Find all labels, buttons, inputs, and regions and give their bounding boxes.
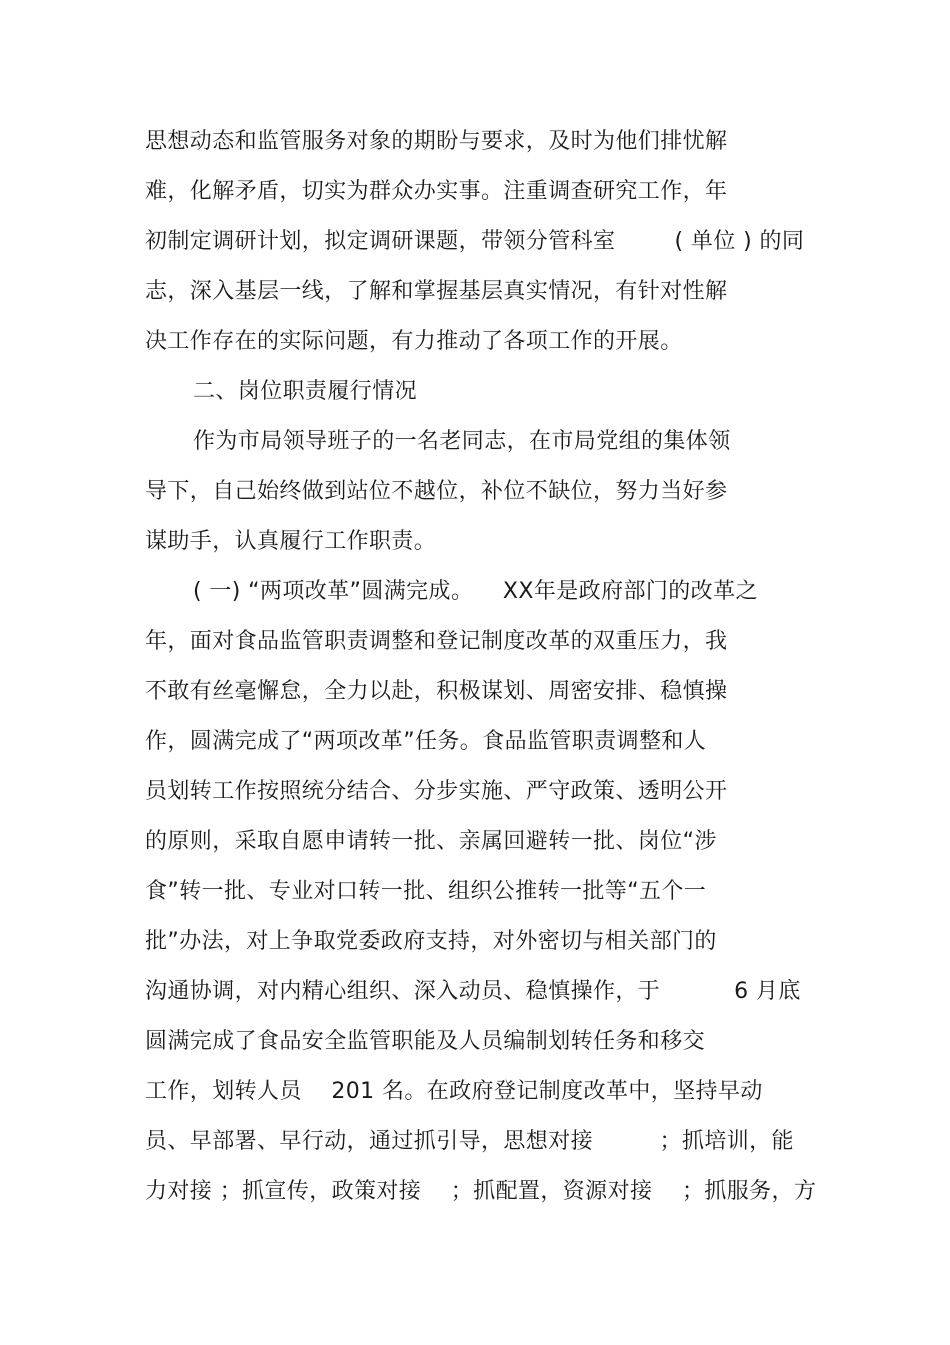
- paragraph-line: 批”办法，对上争取党委政府支持，对外密切与相关部门的: [145, 929, 717, 954]
- paragraph-line: 年，面对食品监管职责调整和登记制度改革的双重压力，我: [145, 629, 728, 654]
- paragraph-line: 的原则，采取自愿申请转一批、亲属回避转一批、岗位“涉: [145, 829, 717, 854]
- paragraph-line: 员、早部署、早行动，通过抓引导，思想对接 ；抓培训，能: [145, 1129, 794, 1154]
- paragraph-line: 员划转工作按照统分结合、分步实施、严守政策、透明公开: [145, 779, 728, 804]
- paragraph-line: 作，圆满完成了“两项改革”任务。食品监管职责调整和人: [145, 729, 707, 754]
- paragraph-line: 志，深入基层一线，了解和掌握基层真实情况，有针对性解: [145, 279, 728, 304]
- paragraph-line: 不敢有丝毫懈怠，全力以赴，积极谋划、周密安排、稳慎操: [145, 679, 728, 704]
- paragraph-line: 决工作存在的实际问题，有力推动了各项工作的开展。: [145, 329, 683, 354]
- paragraph-line: 食”转一批、专业对口转一批、组织公推转一批等“五个一: [145, 879, 707, 904]
- subsection-heading-line: ( 一) “两项改革”圆满完成。 XX年是政府部门的改革之: [193, 579, 758, 604]
- paragraph-line: 圆满完成了食品安全监管职能及人员编制划转任务和移交: [145, 1029, 706, 1054]
- paragraph-line: 力对接 ；抓宣传，政策对接 ；抓配置，资源对接 ；抓服务，方: [145, 1179, 817, 1204]
- paragraph-line: 思想动态和监管服务对象的期盼与要求，及时为他们排忧解: [145, 129, 728, 154]
- paragraph-line: 工作，划转人员 201 名。在政府登记制度改革中，坚持早动: [145, 1079, 763, 1104]
- paragraph-line: 初制定调研计划，拟定调研课题，带领分管科室 ( 单位 ) 的同: [145, 229, 805, 254]
- paragraph-line: 难，化解矛盾，切实为群众办实事。注重调查研究工作，年: [145, 179, 728, 204]
- paragraph-line: 谋助手，认真履行工作职责。: [145, 529, 437, 554]
- paragraph-line: 导下，自己始终做到站位不越位，补位不缺位，努力当好参: [145, 479, 728, 504]
- paragraph-line: 沟通协调，对内精心组织、深入动员、稳慎操作，于 6 月底: [145, 979, 801, 1004]
- section-heading: 二、岗位职责履行情况: [193, 379, 418, 404]
- paragraph-line: 作为市局领导班子的一名老同志，在市局党组的集体领: [193, 429, 731, 454]
